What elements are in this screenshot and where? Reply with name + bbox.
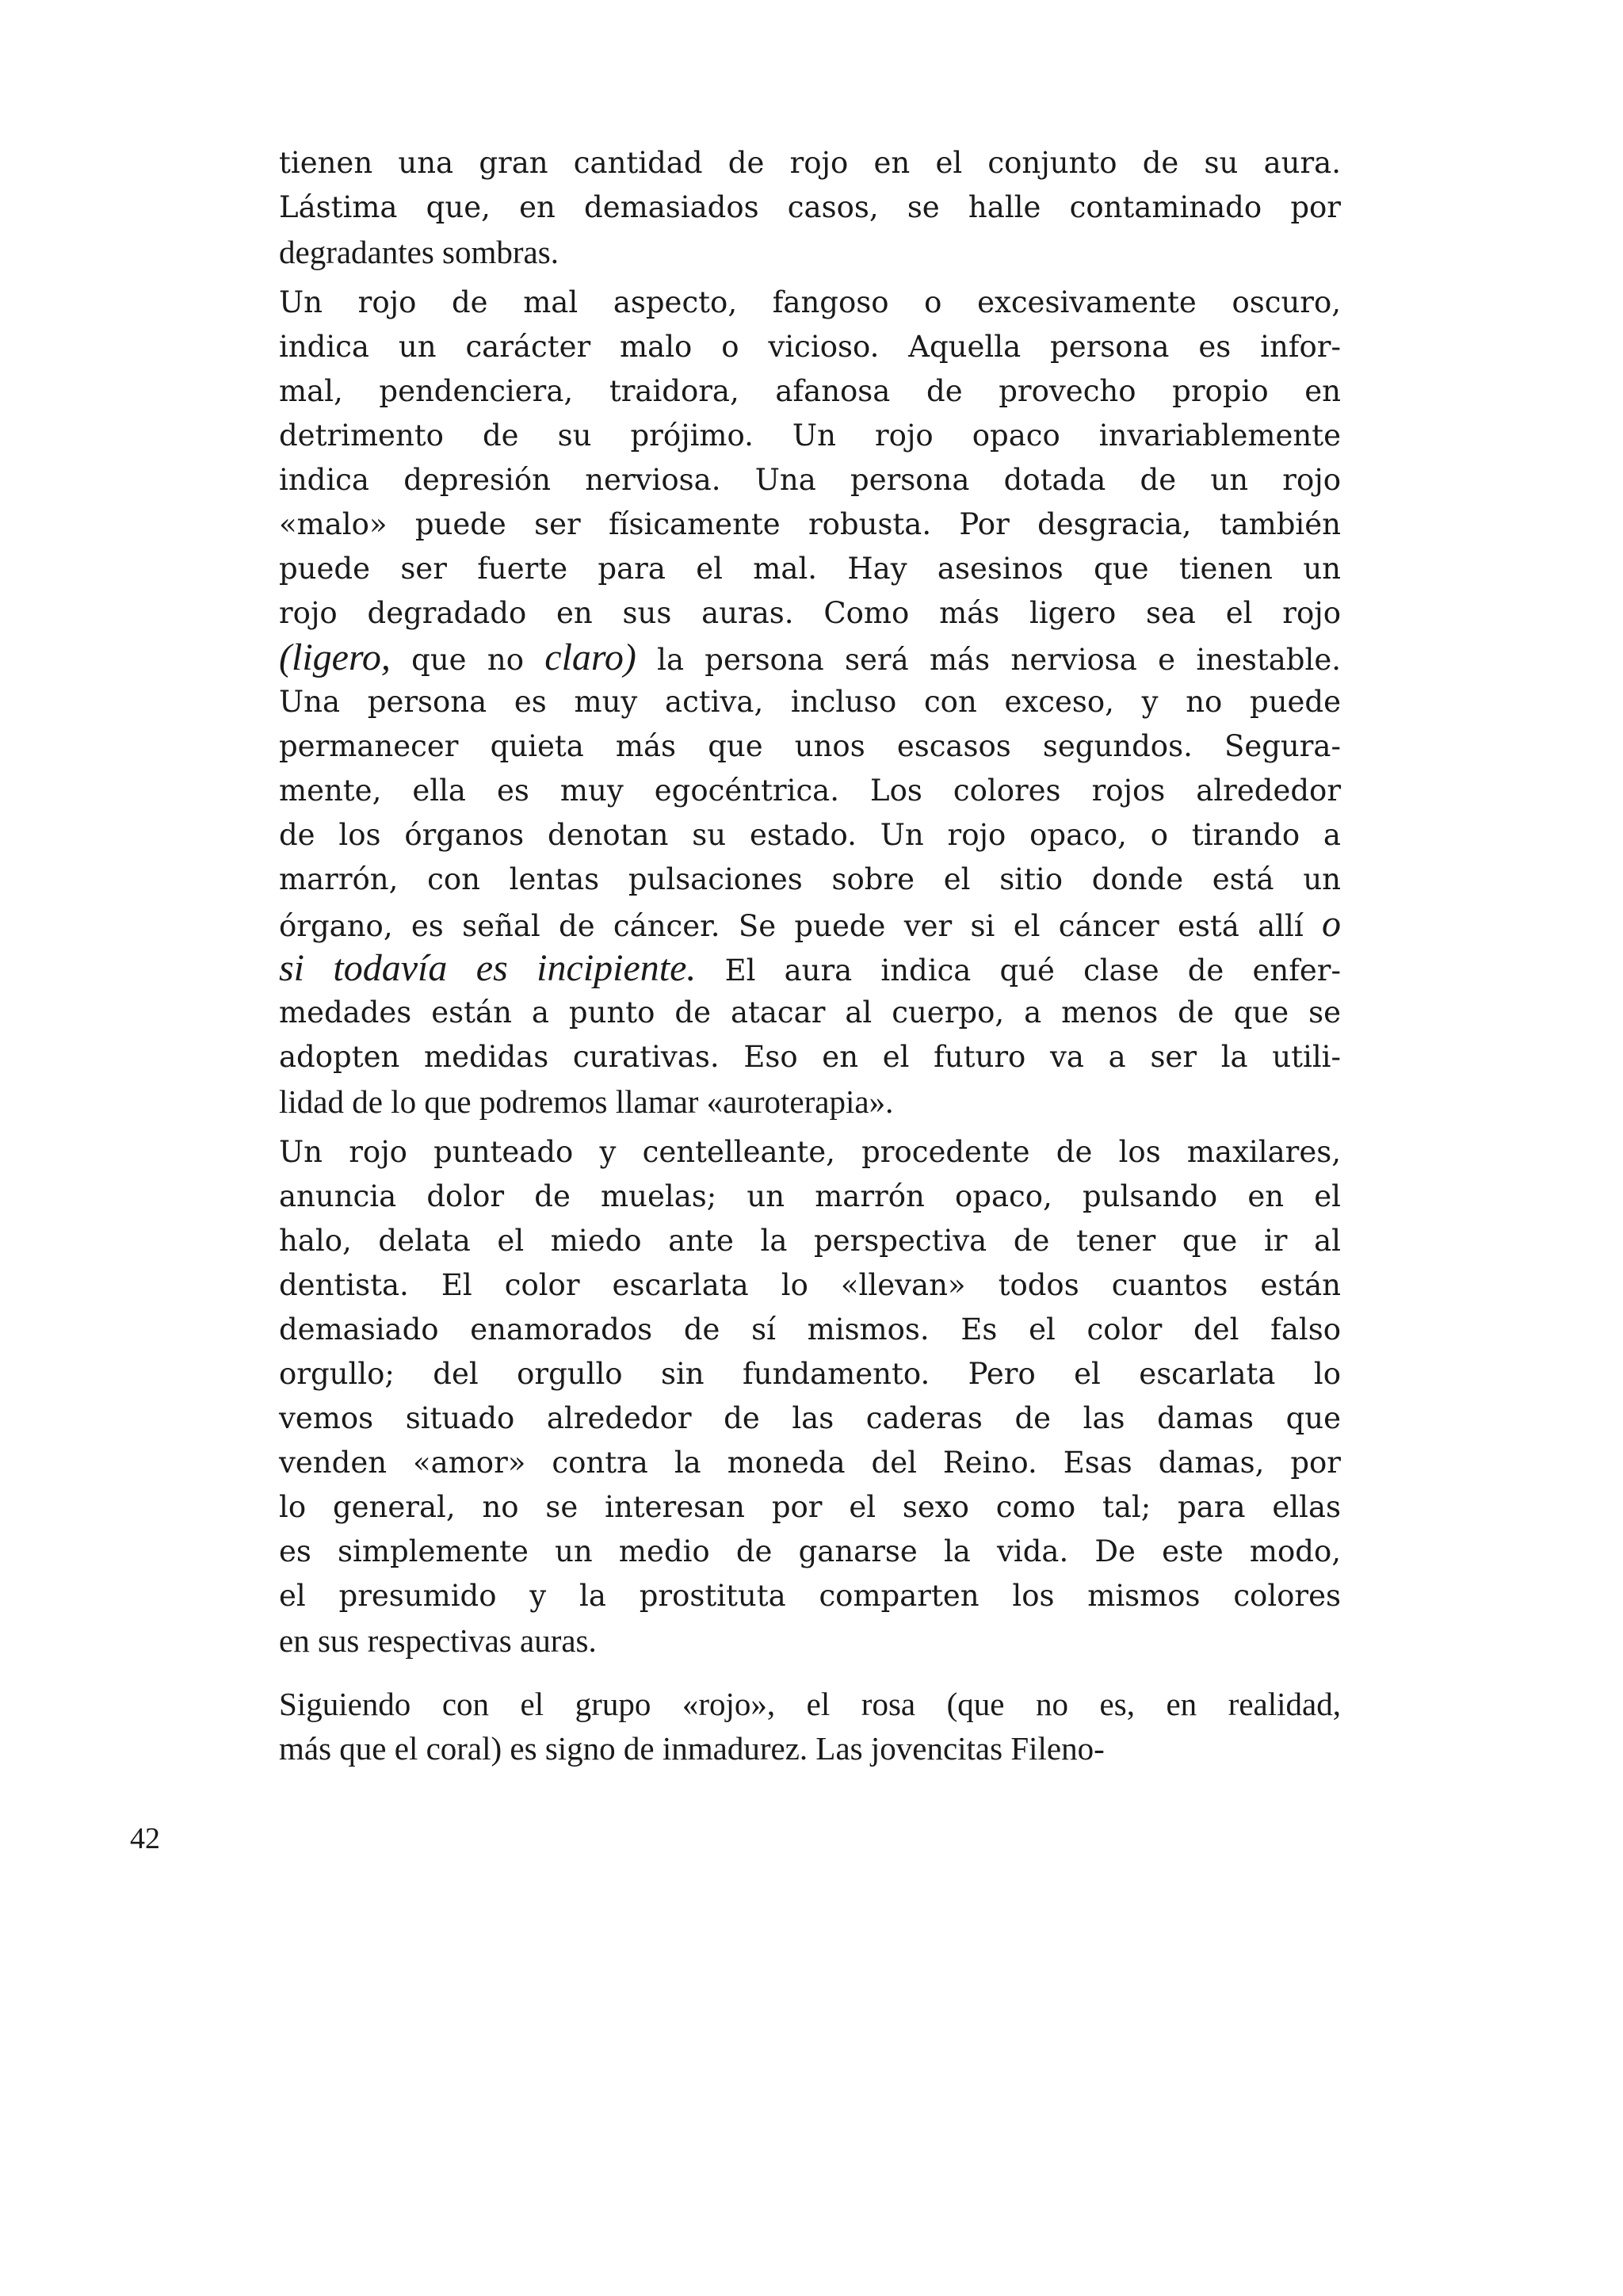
text-line: medades están a punto de atacar al cuerpo, a menos de que se <box>279 995 1341 1030</box>
paragraph <box>279 1130 1341 1663</box>
text-line-mixed <box>279 902 1341 946</box>
text-line: es simplemente un medio de ganarse la vida. De este modo, <box>279 1534 1341 1568</box>
text-line: indica depresión nerviosa. Una persona dotada de un rojo <box>279 463 1341 497</box>
text-line: dentista. El color escarlata lo «llevan» todos cuantos están <box>279 1268 1341 1302</box>
text-line: indica un carácter malo o vicioso. Aquella persona es infor- <box>279 330 1341 364</box>
text-line: orgullo; del orgullo sin fundamento. Pero el escarlata lo <box>279 1357 1341 1391</box>
text-line: «malo» puede ser físicamente robusta. Por desgracia, también <box>279 507 1341 541</box>
italic-text: claro) <box>544 636 636 678</box>
text-line: venden «amor» contra la moneda del Reino. Esas damas, por <box>279 1446 1341 1480</box>
page-body <box>279 141 1341 1771</box>
text-line: Lástima que, en demasiados casos, se halle contaminado por <box>279 190 1341 224</box>
text-line-mixed <box>279 946 1341 991</box>
paragraph <box>279 1682 1341 1771</box>
page-number: 42 <box>130 1822 160 1855</box>
paragraph-gap <box>279 1124 1341 1130</box>
italic-text: (ligero, <box>279 636 391 678</box>
text-span: que no <box>390 643 545 677</box>
text-line: halo, delata el miedo ante la perspectiva de tener que ir al <box>279 1224 1341 1258</box>
text-span: la persona será más nerviosa e inestable. <box>636 643 1341 677</box>
text-line: puede ser fuerte para el mal. Hay asesinos que tienen un <box>279 552 1341 586</box>
text-line: en sus respectivas auras. <box>279 1622 597 1659</box>
text-line: Una persona es muy activa, incluso con exceso, y no puede <box>279 685 1341 719</box>
text-line: adopten medidas curativas. Eso en el futuro va a ser la utili- <box>279 1040 1341 1074</box>
text-line: mente, ella es muy egocéntrica. Los colores rojos alrededor <box>279 774 1341 808</box>
text-line: anuncia dolor de muelas; un marrón opaco, pulsando en el <box>279 1179 1341 1213</box>
text-line: el presumido y la prostituta comparten los mismos colores <box>279 1579 1341 1613</box>
text-line: vemos situado alrededor de las caderas de las damas que <box>279 1401 1341 1435</box>
text-line: tienen una gran cantidad de rojo en el conjunto de su aura. <box>279 146 1341 180</box>
text-line: marrón, con lentas pulsaciones sobre el sitio donde está un <box>279 862 1341 896</box>
paragraph-gap <box>279 1663 1341 1682</box>
text-line: de los órganos denotan su estado. Un rojo opaco, o tirando a <box>279 818 1341 852</box>
text-line: demasiado enamorados de sí mismos. Es el color del falso <box>279 1312 1341 1347</box>
text-line: detrimento de su prójimo. Un rojo opaco invariablemente <box>279 418 1341 453</box>
italic-text: o <box>1322 903 1341 945</box>
paragraph-gap <box>279 274 1341 281</box>
text-line: más que el coral) es signo de inmadurez. Las jovencitas Fileno- <box>279 1730 1105 1767</box>
paragraph <box>279 281 1341 1124</box>
text-line: Un rojo de mal aspecto, fangoso o excesivamente oscuro, <box>279 285 1341 319</box>
text-span: El aura indica qué clase de enfer- <box>696 953 1341 988</box>
text-line: Siguiendo con el grupo «rojo», el rosa (que no es, en realidad, <box>279 1686 1341 1722</box>
text-line: lidad de lo que podremos llamar «auroterapia». <box>279 1083 894 1120</box>
text-line: rojo degradado en sus auras. Como más ligero sea el rojo <box>279 596 1341 630</box>
paragraph <box>279 141 1341 274</box>
text-line: degradantes sombras. <box>279 234 559 270</box>
text-line: lo general, no se interesan por el sexo como tal; para ellas <box>279 1490 1341 1524</box>
text-line: mal, pendenciera, traidora, afanosa de provecho propio en <box>279 374 1341 408</box>
text-line-mixed <box>279 636 1341 680</box>
text-line: permanecer quieta más que unos escasos segundos. Segura- <box>279 729 1341 763</box>
italic-text: si todavía es incipiente. <box>279 947 697 989</box>
text-span: órgano, es señal de cáncer. Se puede ver si el cáncer está allí <box>279 909 1322 943</box>
text-line: Un rojo punteado y centelleante, procedente de los maxilares, <box>279 1135 1341 1169</box>
